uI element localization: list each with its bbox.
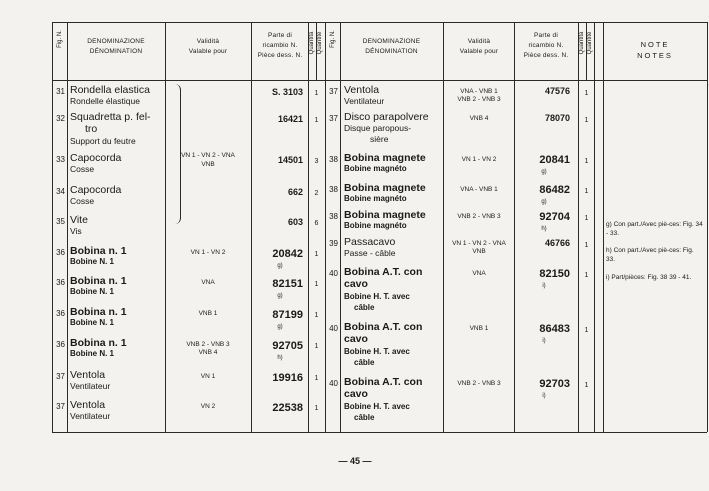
right-validity-2: VNB 2 - VNB 3 (457, 96, 501, 103)
left-quantity: 1 (314, 281, 319, 288)
left-validity: VN 2 (200, 403, 216, 410)
right-item-name-fr-cont: sière (370, 134, 389, 144)
note-text: g) Con part./Avec piè-ces: Fig. 34 - 33. (606, 221, 703, 237)
table-vline (603, 22, 604, 432)
right-validity: VN 1 - VN 2 - VNA (452, 240, 506, 247)
left-quantity: 1 (314, 251, 319, 258)
left-bracket-validity: VN 1 - VN 2 - VNA (181, 152, 235, 159)
right-part-ref: h) (541, 226, 547, 232)
left-item-name-fr: Ventilateur (70, 381, 111, 391)
right-quantity: 1 (584, 215, 589, 222)
left-item-name-fr: Cosse (70, 164, 95, 174)
left-item-name-it: Ventola (70, 399, 106, 411)
left-part-number: 603 (287, 217, 303, 227)
right-part-ref: i) (542, 338, 546, 344)
right-item-name-it: Passacavo (344, 236, 396, 248)
header-fig-left: Fig. N. (56, 30, 63, 48)
page-number: — 45 — (338, 456, 372, 466)
right-part-number: 92703 (539, 378, 570, 390)
header-val-right-it: Validità (467, 38, 491, 45)
left-part-ref: g) (277, 263, 283, 269)
right-part-number: 82150 (539, 268, 570, 280)
right-part-number: 86483 (539, 323, 570, 335)
left-part-number: 92705 (272, 340, 303, 352)
right-item-name-fr: Bobine magnéto (344, 221, 407, 230)
table-vline (251, 22, 252, 432)
left-item-name-it: Capocorda (70, 184, 122, 196)
left-item-name-it: Bobina n. 1 (70, 275, 127, 287)
header-qty-right-2: Quantité (587, 31, 593, 55)
left-item-name-fr: Bobine N. 1 (70, 257, 115, 266)
left-item-name-fr: Bobine N. 1 (70, 318, 115, 327)
left-validity: VNA (201, 279, 215, 286)
header-part-right-2: ricambio N. (528, 42, 564, 49)
left-part-ref: h) (277, 355, 283, 361)
left-item-name-it: Rondella elastica (70, 84, 150, 96)
right-part-ref: i) (542, 393, 546, 399)
right-part-number: 47576 (544, 86, 570, 96)
table-bottom-border (52, 432, 707, 433)
right-item-name-it: Bobina A.T. con (344, 376, 423, 388)
right-validity: VNA - VNB 1 (460, 88, 498, 95)
left-fig-number: 35 (56, 217, 65, 226)
right-item-name-fr: Bobine magnéto (344, 164, 407, 173)
left-fig-number: 34 (56, 187, 65, 196)
left-quantity: 1 (314, 343, 319, 350)
right-fig-number: 37 (329, 87, 338, 96)
header-part-left-3: Pièce dess. N. (257, 52, 303, 59)
header-denom-right-it: DENOMINAZIONE (362, 38, 421, 45)
right-validity: VNB 2 - VNB 3 (457, 213, 501, 220)
left-fig-number: 36 (56, 309, 65, 318)
right-fig-number: 40 (329, 324, 338, 333)
left-item-name-fr: Vis (70, 226, 82, 236)
left-item-name-it: Ventola (70, 369, 106, 381)
right-quantity: 1 (584, 327, 589, 334)
left-validity: VNB 1 (198, 310, 218, 317)
note-text: h) Con part./Avec piè-ces: Fig. 33. (606, 247, 694, 263)
left-item-name-fr: Bobine N. 1 (70, 349, 115, 358)
left-part-number: 662 (287, 187, 303, 197)
right-quantity: 1 (584, 188, 589, 195)
header-denom-left-fr: DÉNOMINATION (89, 48, 143, 55)
table-vline (52, 22, 53, 432)
right-item-name-it-cont: cavo (344, 388, 368, 400)
table-vline (165, 22, 166, 432)
right-quantity: 1 (584, 158, 589, 165)
table-vline (308, 22, 309, 432)
right-item-name-it: Bobina magnete (344, 209, 426, 221)
left-quantity: 3 (314, 158, 319, 165)
right-quantity: 1 (584, 382, 589, 389)
right-part-number: 78070 (544, 113, 570, 123)
left-item-name-it: Bobina n. 1 (70, 306, 127, 318)
right-fig-number: 40 (329, 379, 338, 388)
left-fig-number: 36 (56, 278, 65, 287)
left-part-number: 87199 (272, 309, 303, 321)
right-item-name-fr: Bobine H. T. avec (344, 347, 410, 356)
right-fig-number: 40 (329, 269, 338, 278)
left-item-name-fr: Support du feutre (70, 136, 136, 146)
header-part-left-1: Parte di (267, 32, 292, 39)
left-item-name-it: Vite (70, 214, 88, 226)
left-validity-2: VNB 4 (198, 349, 218, 356)
header-denom-left-it: DENOMINAZIONE (87, 38, 145, 45)
left-fig-number: 32 (56, 114, 65, 123)
header-qty-right-1: Quantità (579, 31, 585, 55)
right-quantity: 1 (584, 90, 589, 97)
right-validity: VNB 4 (469, 115, 489, 122)
left-item-name-fr: Cosse (70, 196, 95, 206)
header-qty-left-2: Quantité (317, 31, 323, 55)
left-part-ref: g) (277, 324, 283, 330)
right-fig-number: 38 (329, 212, 338, 221)
right-part-ref: g) (541, 169, 547, 175)
right-item-name-fr: Bobine magnéto (344, 194, 407, 203)
right-part-ref: i) (542, 283, 546, 289)
header-fig-right: Fig. N. (329, 30, 336, 48)
left-validity: VN 1 - VN 2 (190, 249, 226, 256)
right-part-number: 46766 (544, 238, 570, 248)
header-notes-fr: NOTES (637, 51, 673, 60)
left-fig-number: 37 (56, 372, 65, 381)
right-item-name-fr-cont: câble (354, 303, 375, 312)
left-fig-number: 36 (56, 248, 65, 257)
left-part-number: 22538 (272, 402, 303, 414)
right-item-name-it: Disco parapolvere (344, 111, 429, 123)
right-part-ref: g) (541, 199, 547, 205)
right-item-name-it: Bobina magnete (344, 182, 426, 194)
left-validity: VNB 2 - VNB 3 (186, 341, 230, 348)
table-vline (578, 22, 579, 432)
right-item-name-fr: Bobine H. T. avec (344, 292, 410, 301)
left-bracket-validity-2: VNB (201, 161, 215, 168)
left-item-name-it: Capocorda (70, 152, 122, 164)
right-validity: VNB 2 - VNB 3 (457, 380, 501, 387)
left-quantity: 6 (314, 220, 319, 227)
table-header-border (52, 80, 707, 81)
right-validity-2: VNB (472, 248, 486, 255)
table-top-border (52, 22, 707, 23)
header-part-left-2: ricambio N. (262, 42, 298, 49)
right-item-name-fr: Ventilateur (344, 96, 385, 106)
left-part-number: 82151 (272, 278, 303, 290)
right-validity: VN 1 - VN 2 (461, 156, 497, 163)
header-part-right-3: Pièce dess. N. (523, 52, 569, 59)
header-val-left-fr: Valable pour (188, 48, 228, 55)
right-validity: VNA - VNB 1 (460, 186, 498, 193)
left-part-number: 16421 (277, 114, 303, 124)
table-vline (443, 22, 444, 432)
left-fig-number: 31 (56, 87, 65, 96)
right-item-name-fr: Disque paropous- (344, 123, 412, 133)
header-val-left-it: Validità (196, 38, 220, 45)
right-item-name-fr: Bobine H. T. avec (344, 402, 410, 411)
left-part-number: 19916 (272, 372, 303, 384)
right-fig-number: 38 (329, 155, 338, 164)
left-item-name-it: Bobina n. 1 (70, 245, 127, 257)
right-validity: VNB 1 (469, 325, 489, 332)
left-quantity: 1 (314, 405, 319, 412)
header-qty-left-1: Quantità (309, 31, 315, 55)
right-item-name-fr-cont: câble (354, 358, 375, 367)
left-item-name-it: Squadretta p. fel- (70, 111, 151, 123)
left-item-name-it-cont: tro (85, 123, 98, 135)
left-quantity: 1 (314, 117, 319, 124)
right-item-name-it: Bobina A.T. con (344, 266, 423, 278)
table-vline (340, 22, 341, 432)
table-vline (594, 22, 595, 432)
right-quantity: 1 (584, 117, 589, 124)
header-val-right-fr: Valable pour (459, 48, 499, 55)
left-item-name-it: Bobina n. 1 (70, 337, 127, 349)
header-denom-right-fr: DÉNOMINATION (365, 48, 418, 55)
table-vline (514, 22, 515, 432)
left-validity: VN 1 (200, 373, 216, 380)
table-vline (707, 22, 708, 432)
left-part-number: 20842 (272, 248, 303, 260)
right-item-name-it-cont: cavo (344, 278, 368, 290)
left-quantity: 2 (314, 190, 319, 197)
left-fig-number: 33 (56, 155, 65, 164)
left-fig-number: 36 (56, 340, 65, 349)
left-quantity: 1 (314, 90, 319, 97)
right-quantity: 1 (584, 272, 589, 279)
note-text: i) Part/pièces: Fig. 38 39 - 41. (606, 274, 692, 281)
left-part-number: 14501 (277, 155, 303, 165)
right-item-name-it: Bobina A.T. con (344, 321, 423, 333)
header-part-right-1: Parte di (533, 32, 558, 39)
right-fig-number: 38 (329, 185, 338, 194)
right-validity: VNA (472, 270, 486, 277)
left-item-name-fr: Ventilateur (70, 411, 111, 421)
left-item-name-fr: Bobine N. 1 (70, 287, 115, 296)
right-quantity: 1 (584, 242, 589, 249)
left-item-name-fr: Rondelle élastique (70, 96, 140, 106)
header-notes-it: NOTE (640, 40, 670, 49)
right-item-name-it: Bobina magnete (344, 152, 426, 164)
left-part-ref: g) (277, 293, 283, 299)
table-vline (325, 22, 326, 432)
right-item-name-fr-cont: câble (354, 413, 375, 422)
right-fig-number: 37 (329, 114, 338, 123)
right-part-number: 20841 (539, 154, 570, 166)
left-part-number: S. 3103 (271, 87, 303, 97)
right-fig-number: 39 (329, 239, 338, 248)
left-quantity: 1 (314, 312, 319, 319)
right-part-number: 92704 (539, 211, 570, 223)
left-fig-number: 37 (56, 402, 65, 411)
right-item-name-fr: Passe - câble (344, 248, 396, 258)
right-item-name-it-cont: cavo (344, 333, 368, 345)
table-vline (67, 22, 68, 432)
right-part-number: 86482 (539, 184, 570, 196)
right-item-name-it: Ventola (344, 84, 380, 96)
left-quantity: 1 (314, 375, 319, 382)
